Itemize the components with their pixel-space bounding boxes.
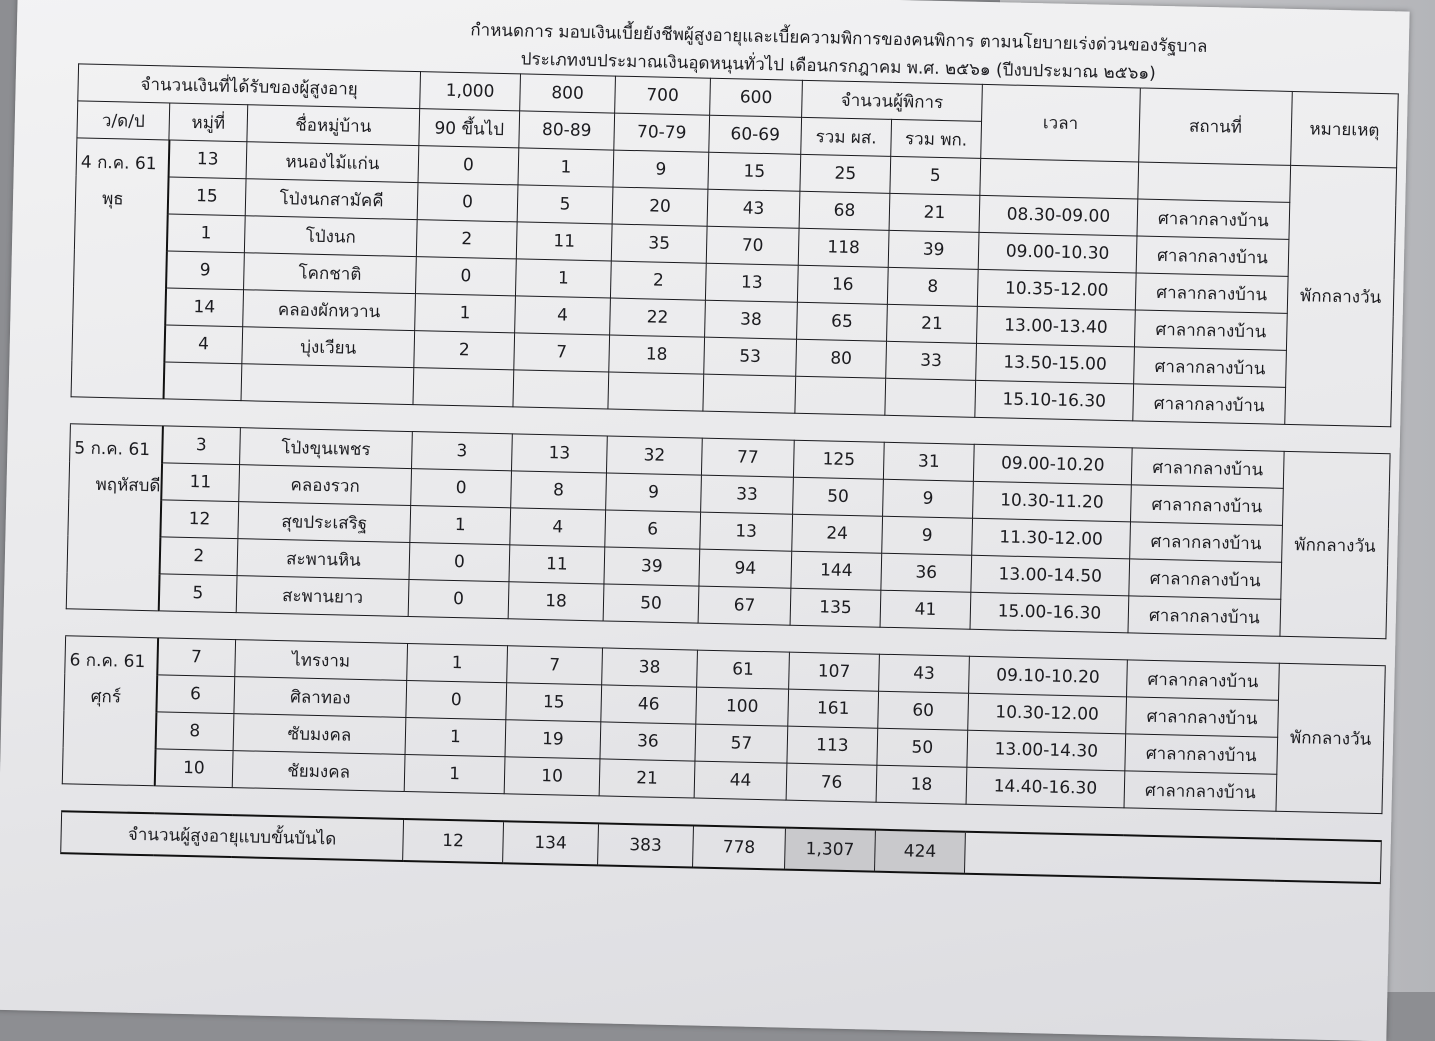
cell-a70: 9 <box>613 150 709 189</box>
cell-a80: 11 <box>516 222 612 261</box>
cell-name: สุขประเสริฐ <box>238 502 411 543</box>
day-text: พฤหัสบดี <box>95 474 161 497</box>
remark-cell: พักกลางวัน <box>1285 165 1397 426</box>
day-text: ศุกร์ <box>90 686 122 708</box>
age-70-header: 70-79 <box>614 113 710 152</box>
cell-a80: 13 <box>512 434 608 473</box>
date-text: 5 ก.ค. 61 <box>74 438 151 461</box>
time-cell: 09.10-10.20 <box>969 656 1128 697</box>
cell-a70: 46 <box>601 685 697 724</box>
total-a70: 383 <box>598 823 694 867</box>
cell-a70: 36 <box>600 722 696 761</box>
cell-ps: 107 <box>789 652 880 691</box>
age-80-header: 80-89 <box>519 111 615 150</box>
cell-pk: 41 <box>880 590 971 629</box>
cell-name: โป่งขุนเพชร <box>240 428 413 469</box>
cell-no: 5 <box>158 574 237 613</box>
cell-name: โป่งนกสามัคคี <box>245 179 418 220</box>
schedule-table <box>60 63 1399 884</box>
total-a60: 778 <box>693 826 786 870</box>
cell-a90: 0 <box>411 469 512 508</box>
cell-a70: 50 <box>603 584 699 623</box>
cell-a70: 22 <box>610 298 706 337</box>
cell-a60: 70 <box>706 226 799 265</box>
cell-name: โป่งนก <box>244 216 417 257</box>
cell-pk: 5 <box>890 156 981 195</box>
cell-a70: 6 <box>605 510 701 549</box>
cell-ps: 80 <box>796 339 887 378</box>
cell-a90: 1 <box>415 294 516 333</box>
cell-no <box>163 362 242 401</box>
total-ps: 1,307 <box>785 828 876 872</box>
cell-a90: 2 <box>416 220 517 259</box>
place-cell: ศาลากลางบ้าน <box>1127 660 1280 700</box>
total-a90: 12 <box>403 819 504 863</box>
cell-a80: 11 <box>509 545 605 584</box>
cell-no: 1 <box>166 214 245 253</box>
date-header: ว/ด/ป <box>77 101 170 140</box>
cell-a80: 10 <box>504 757 600 796</box>
cell-ps: 68 <box>799 191 890 230</box>
cell-pk: 43 <box>879 654 970 693</box>
date-cell <box>66 424 162 611</box>
time-cell: 08.30-09.00 <box>979 195 1138 236</box>
cell-pk <box>885 378 976 417</box>
cell-pk: 36 <box>881 553 972 592</box>
cell-a70: 9 <box>606 473 702 512</box>
cell-a70: 32 <box>606 436 702 475</box>
cell-a90: 0 <box>417 183 518 222</box>
cell-a80: 4 <box>515 296 611 335</box>
cell-a80 <box>513 370 609 409</box>
cell-ps: 125 <box>793 440 884 479</box>
date-cell <box>71 138 169 399</box>
cell-a80: 8 <box>511 471 607 510</box>
cell-a80: 15 <box>506 683 602 722</box>
place-cell: ศาลากลางบ้าน <box>1129 559 1282 599</box>
place-header: สถานที่ <box>1139 88 1293 165</box>
time-cell: 10.30-12.00 <box>968 693 1127 734</box>
amount-80: 800 <box>520 74 616 113</box>
cell-a90: 1 <box>404 754 505 793</box>
cell-a70 <box>608 372 704 411</box>
place-cell: ศาลากลางบ้าน <box>1135 273 1288 313</box>
title-line-2: ประเภทงบประมาณเงินอุดหนุนทั่วไป เดือนกรกฎาคม พ.ศ. ๒๕๖๑ (ปีงบประมาณ ๒๕๖๑) <box>520 49 1157 84</box>
time-cell: 13.00-14.30 <box>967 730 1126 771</box>
time-header: เวลา <box>981 84 1141 162</box>
totals-label: จำนวนผู้สูงอายุแบบขั้นบันได <box>61 811 404 861</box>
cell-a70: 38 <box>602 648 698 687</box>
cell-a80: 19 <box>505 720 601 759</box>
cell-a90: 1 <box>405 717 506 756</box>
cell-pk: 18 <box>876 765 967 804</box>
place-cell: ศาลากลางบ้าน <box>1126 697 1279 737</box>
cell-a90: 0 <box>408 580 509 619</box>
remark-cell: พักกลางวัน <box>1280 451 1390 638</box>
place-cell: ศาลากลางบ้าน <box>1131 485 1284 525</box>
day-text: พุธ <box>101 188 124 210</box>
place-cell: ศาลากลางบ้าน <box>1134 310 1287 350</box>
time-cell: 11.30-12.00 <box>972 518 1131 559</box>
cell-no: 10 <box>154 749 233 788</box>
cell-a90: 2 <box>414 331 515 370</box>
cell-ps: 76 <box>786 763 877 802</box>
cell-a60: 100 <box>696 687 789 726</box>
cell-a80: 4 <box>510 508 606 547</box>
cell-pk: 9 <box>882 516 973 555</box>
cell-a60: 13 <box>705 263 798 302</box>
cell-a60: 43 <box>707 189 800 228</box>
amount-90: 1,000 <box>420 72 521 111</box>
age-90-header: 90 ขึ้นไป <box>419 109 520 148</box>
total-ps-header: รวม ผส. <box>801 117 892 156</box>
cell-pk: 21 <box>889 193 980 232</box>
cell-name: คลองผักหวาน <box>243 290 416 331</box>
cell-a60: 38 <box>705 300 798 339</box>
cell-name: ไทรงาม <box>235 640 408 681</box>
cell-a90: 1 <box>410 506 511 545</box>
place-cell: ศาลากลางบ้าน <box>1133 384 1286 424</box>
cell-a80: 5 <box>517 185 613 224</box>
cell-name: โคกชาติ <box>244 253 417 294</box>
cell-a80: 7 <box>507 646 603 685</box>
title-line-1: กำหนดการ มอบเงินเบี้ยยังชีพผู้สูงอายุและเบี้ยความพิการของคนพิการ ตามนโยบายเร่งด่วนของรัฐบาล <box>470 20 1208 57</box>
cell-ps: 24 <box>792 514 883 553</box>
cell-no: 6 <box>156 675 235 714</box>
cell-ps: 25 <box>800 154 891 193</box>
cell-ps: 135 <box>790 588 881 627</box>
cell-a90: 0 <box>406 680 507 719</box>
cell-a60: 67 <box>698 586 791 625</box>
time-cell: 13.50-15.00 <box>976 343 1135 384</box>
cell-ps: 144 <box>791 551 882 590</box>
cell-no: 12 <box>160 500 239 539</box>
cell-pk: 39 <box>888 230 979 269</box>
cell-a80: 18 <box>508 582 604 621</box>
time-cell: 10.35-12.00 <box>977 269 1136 310</box>
cell-a90: 0 <box>416 257 517 296</box>
amount-70: 700 <box>615 76 711 115</box>
cell-a70: 39 <box>604 547 700 586</box>
cell-no: 9 <box>166 251 245 290</box>
cell-a60: 13 <box>700 512 793 551</box>
date-cell <box>62 636 157 786</box>
place-cell: ศาลากลางบ้าน <box>1134 347 1287 387</box>
date-text: 4 ก.ค. 61 <box>80 152 157 175</box>
cell-name: บุ่งเวียน <box>242 327 415 368</box>
total-pk: 424 <box>875 830 966 874</box>
schedule-document <box>60 7 1382 883</box>
age-60-header: 60-69 <box>709 115 802 154</box>
total-a80: 134 <box>503 821 599 865</box>
cell-ps: 161 <box>788 689 879 728</box>
cell-no: 3 <box>162 426 241 465</box>
cell-name: คลองรวก <box>239 465 412 506</box>
cell-pk: 60 <box>878 691 969 730</box>
cell-no: 13 <box>168 140 247 179</box>
cell-a90: 0 <box>418 146 519 185</box>
cell-a90: 1 <box>407 644 508 683</box>
cell-a60: 77 <box>701 438 794 477</box>
time-cell <box>980 158 1139 199</box>
time-cell: 13.00-13.40 <box>977 306 1136 347</box>
cell-name: สะพานยาว <box>236 576 409 617</box>
time-cell: 14.40-16.30 <box>966 767 1125 808</box>
place-cell: ศาลากลางบ้าน <box>1131 448 1284 488</box>
time-cell: 15.00-16.30 <box>970 592 1129 633</box>
place-cell: ศาลากลางบ้าน <box>1128 596 1281 636</box>
cell-pk: 9 <box>883 479 974 518</box>
cell-no: 7 <box>157 638 236 677</box>
cell-a60: 94 <box>699 549 792 588</box>
cell-a70: 18 <box>609 335 705 374</box>
cell-no: 15 <box>167 177 246 216</box>
time-cell: 09.00-10.30 <box>978 232 1137 273</box>
date-text: 6 ก.ค. 61 <box>69 650 146 673</box>
cell-a70: 21 <box>599 759 695 798</box>
cell-name: ซับมงคล <box>233 714 406 755</box>
village-no-header: หมู่ที่ <box>169 103 248 142</box>
cell-a70: 2 <box>610 261 706 300</box>
amount-label: จำนวนเงินที่ได้รับของผู้สูงอายุ <box>78 64 421 109</box>
cell-pk: 33 <box>886 341 977 380</box>
cell-ps: 50 <box>793 477 884 516</box>
cell-a90: 3 <box>412 432 513 471</box>
place-cell: ศาลากลางบ้าน <box>1124 771 1277 811</box>
cell-name: หนองไม้แก่น <box>246 142 419 183</box>
cell-pk: 31 <box>883 442 974 481</box>
cell-pk: 50 <box>877 728 968 767</box>
cell-ps: 16 <box>797 265 888 304</box>
cell-ps: 118 <box>798 228 889 267</box>
place-cell: ศาลากลางบ้าน <box>1136 236 1289 276</box>
place-cell: ศาลากลางบ้าน <box>1137 199 1290 239</box>
total-pk-header: รวม พก. <box>891 119 982 158</box>
cell-ps: 65 <box>797 302 888 341</box>
cell-name <box>241 364 414 405</box>
cell-no: 4 <box>164 325 243 364</box>
cell-a80: 1 <box>518 148 614 187</box>
cell-a70: 35 <box>611 224 707 263</box>
cell-no: 14 <box>165 288 244 327</box>
amount-60: 600 <box>710 78 803 117</box>
cell-name: ชัยมงคล <box>232 751 405 792</box>
cell-a60: 57 <box>695 724 788 763</box>
village-name-header: ชื่อหมู่บ้าน <box>247 105 420 146</box>
cell-no: 2 <box>159 537 238 576</box>
cell-name: สะพานหิน <box>237 539 410 580</box>
totals-blank <box>964 832 1381 883</box>
time-cell: 10.30-11.20 <box>973 481 1132 522</box>
place-cell: ศาลากลางบ้าน <box>1125 734 1278 774</box>
cell-name: ศิลาทอง <box>234 677 407 718</box>
cell-a60: 53 <box>704 337 797 376</box>
place-cell: ศาลากลางบ้าน <box>1130 522 1283 562</box>
time-cell: 13.00-14.50 <box>971 555 1130 596</box>
time-cell: 09.00-10.20 <box>973 444 1132 485</box>
cell-a60 <box>703 374 796 413</box>
cell-a70: 20 <box>612 187 708 226</box>
time-cell: 15.10-16.30 <box>975 380 1134 421</box>
cell-pk: 21 <box>887 304 978 343</box>
cell-ps <box>795 376 886 415</box>
disabled-label: จำนวนผู้พิการ <box>802 80 983 121</box>
remark-cell: พักกลางวัน <box>1276 663 1385 813</box>
cell-a60: 15 <box>708 152 801 191</box>
cell-a60: 33 <box>701 475 794 514</box>
place-cell <box>1138 162 1291 202</box>
remark-header: หมายเหตุ <box>1291 91 1399 167</box>
cell-a60: 61 <box>697 650 790 689</box>
cell-a80: 7 <box>514 333 610 372</box>
cell-a60: 44 <box>694 761 787 800</box>
cell-pk: 8 <box>887 267 978 306</box>
cell-no: 11 <box>161 463 240 502</box>
cell-ps: 113 <box>787 726 878 765</box>
cell-a90 <box>413 368 514 407</box>
cell-no: 8 <box>155 712 234 751</box>
cell-a80: 1 <box>515 259 611 298</box>
cell-a90: 0 <box>409 543 510 582</box>
